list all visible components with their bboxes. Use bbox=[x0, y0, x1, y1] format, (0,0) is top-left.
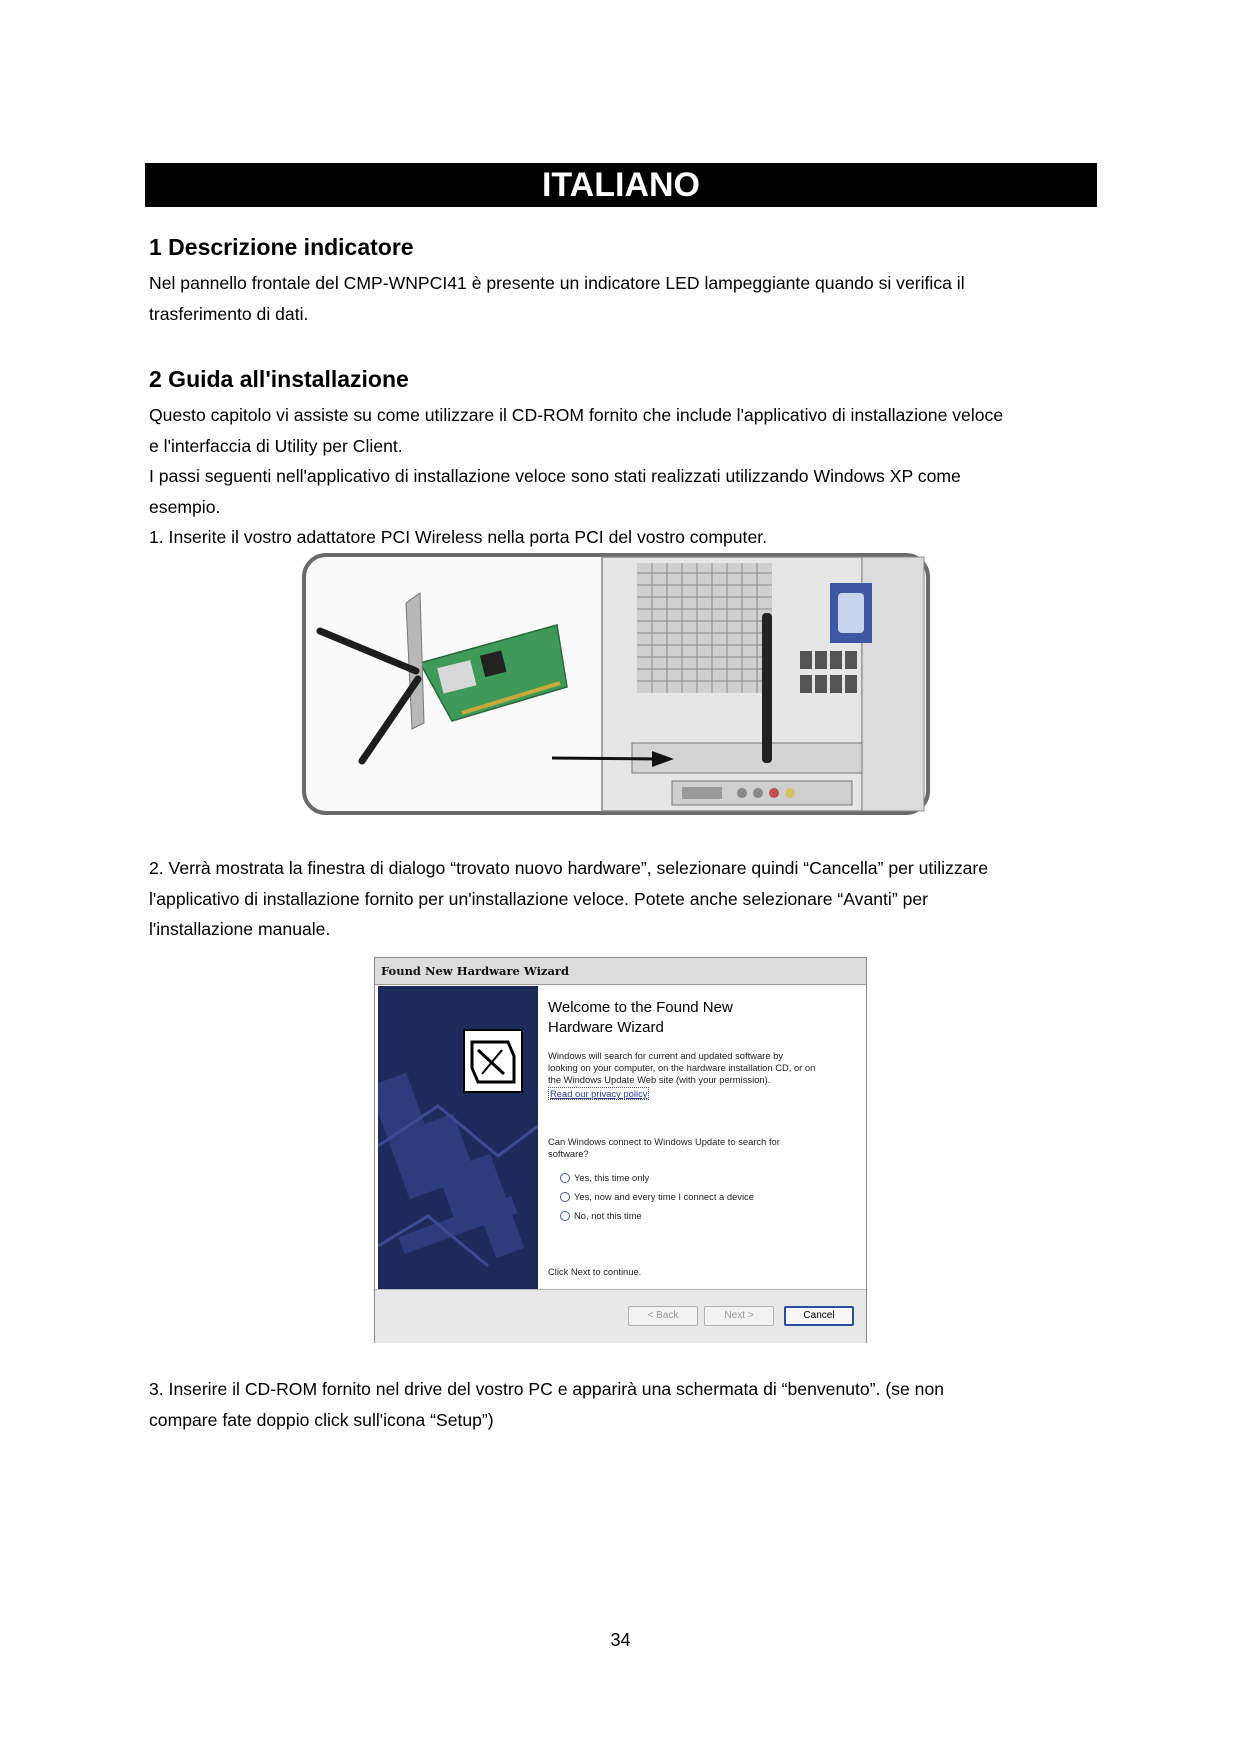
pci-install-illustration bbox=[302, 553, 930, 815]
radio-option-no[interactable] bbox=[560, 1210, 642, 1222]
privacy-policy-link[interactable]: Read our privacy policy bbox=[550, 1088, 648, 1099]
wizard-button-bar bbox=[375, 1289, 866, 1343]
text-line: l'applicativo di installazione fornito per un'installazione veloce. Potete anche selezionare “Avanti” per bbox=[149, 888, 929, 909]
section-2-heading: 2 Guida all'installazione bbox=[149, 366, 409, 392]
text-line: compare fate doppio click sull'icona “Setup”) bbox=[149, 1409, 494, 1430]
radio-option-yes-once[interactable] bbox=[560, 1172, 649, 1184]
intro-line: Windows will search for current and updated software by bbox=[548, 1050, 784, 1061]
wizard-title-bar: Found New Hardware Wizard bbox=[375, 958, 866, 985]
wizard-intro bbox=[548, 1050, 815, 1100]
cancel-button[interactable]: Cancel bbox=[784, 1306, 854, 1326]
question-line: Can Windows connect to Windows Update to search for bbox=[548, 1136, 780, 1147]
text-line: trasferimento di dati. bbox=[149, 303, 309, 324]
page-number: 34 bbox=[610, 1630, 631, 1650]
section-1-text bbox=[149, 268, 1109, 329]
radio-label: Yes, now and every time I connect a device bbox=[574, 1191, 754, 1202]
wizard-side-graphic bbox=[378, 986, 538, 1289]
radio-button[interactable] bbox=[560, 1192, 570, 1202]
radio-label: Yes, this time only bbox=[574, 1172, 650, 1183]
radio-option-yes-always[interactable] bbox=[560, 1191, 754, 1203]
text-line: I passi seguenti nell'applicativo di installazione veloce sono stati realizzati utilizzando Windows XP come bbox=[149, 466, 961, 486]
radio-button[interactable] bbox=[560, 1211, 570, 1221]
step-2-text bbox=[149, 853, 1109, 945]
section-1-heading: 1 Descrizione indicatore bbox=[149, 234, 414, 260]
wizard-heading-line: Welcome to the Found New bbox=[548, 999, 733, 1016]
radio-label: No, not this time bbox=[574, 1210, 642, 1221]
intro-line: the Windows Update Web site (with your permission). bbox=[548, 1074, 771, 1085]
text-line: Nel pannello frontale del CMP-WNPCI41 è presente un indicatore LED lampeggiante quando si verifica il bbox=[149, 273, 965, 293]
back-button[interactable]: < Back bbox=[628, 1306, 698, 1326]
found-new-hardware-wizard bbox=[374, 957, 867, 1343]
text-line: esempio. bbox=[149, 496, 221, 517]
text-line: Questo capitolo vi assiste su come utilizzare il CD-ROM fornito che include l'applicativo di installazione veloce bbox=[149, 405, 1004, 425]
wizard-question bbox=[548, 1136, 780, 1160]
wizard-content bbox=[538, 986, 863, 1289]
radio-button[interactable] bbox=[560, 1173, 570, 1183]
text-line: 1. Inserite il vostro adattatore PCI Wireless nella porta PCI del vostro computer. bbox=[149, 527, 768, 547]
step-3-text bbox=[149, 1374, 1109, 1435]
continue-hint: Click Next to continue. bbox=[548, 1266, 642, 1277]
question-line: software? bbox=[548, 1148, 589, 1159]
text-line: e l'interfaccia di Utility per Client. bbox=[149, 435, 403, 456]
wizard-heading-line: Hardware Wizard bbox=[548, 1019, 664, 1036]
next-button[interactable]: Next > bbox=[704, 1306, 774, 1326]
section-2-text bbox=[149, 400, 1109, 553]
intro-line: looking on your computer, on the hardware installation CD, or on bbox=[548, 1062, 816, 1073]
language-banner: ITALIANO bbox=[145, 163, 1097, 207]
text-line: l'installazione manuale. bbox=[149, 919, 331, 939]
text-line: 2. Verrà mostrata la finestra di dialogo “trovato nuovo hardware”, selezionare quindi “Cancella” per utilizzare bbox=[149, 858, 989, 878]
text-line: 3. Inserire il CD-ROM fornito nel drive del vostro PC e apparirà una schermata di “benvenuto”. (se non bbox=[149, 1379, 945, 1399]
wizard-heading bbox=[548, 998, 848, 1038]
